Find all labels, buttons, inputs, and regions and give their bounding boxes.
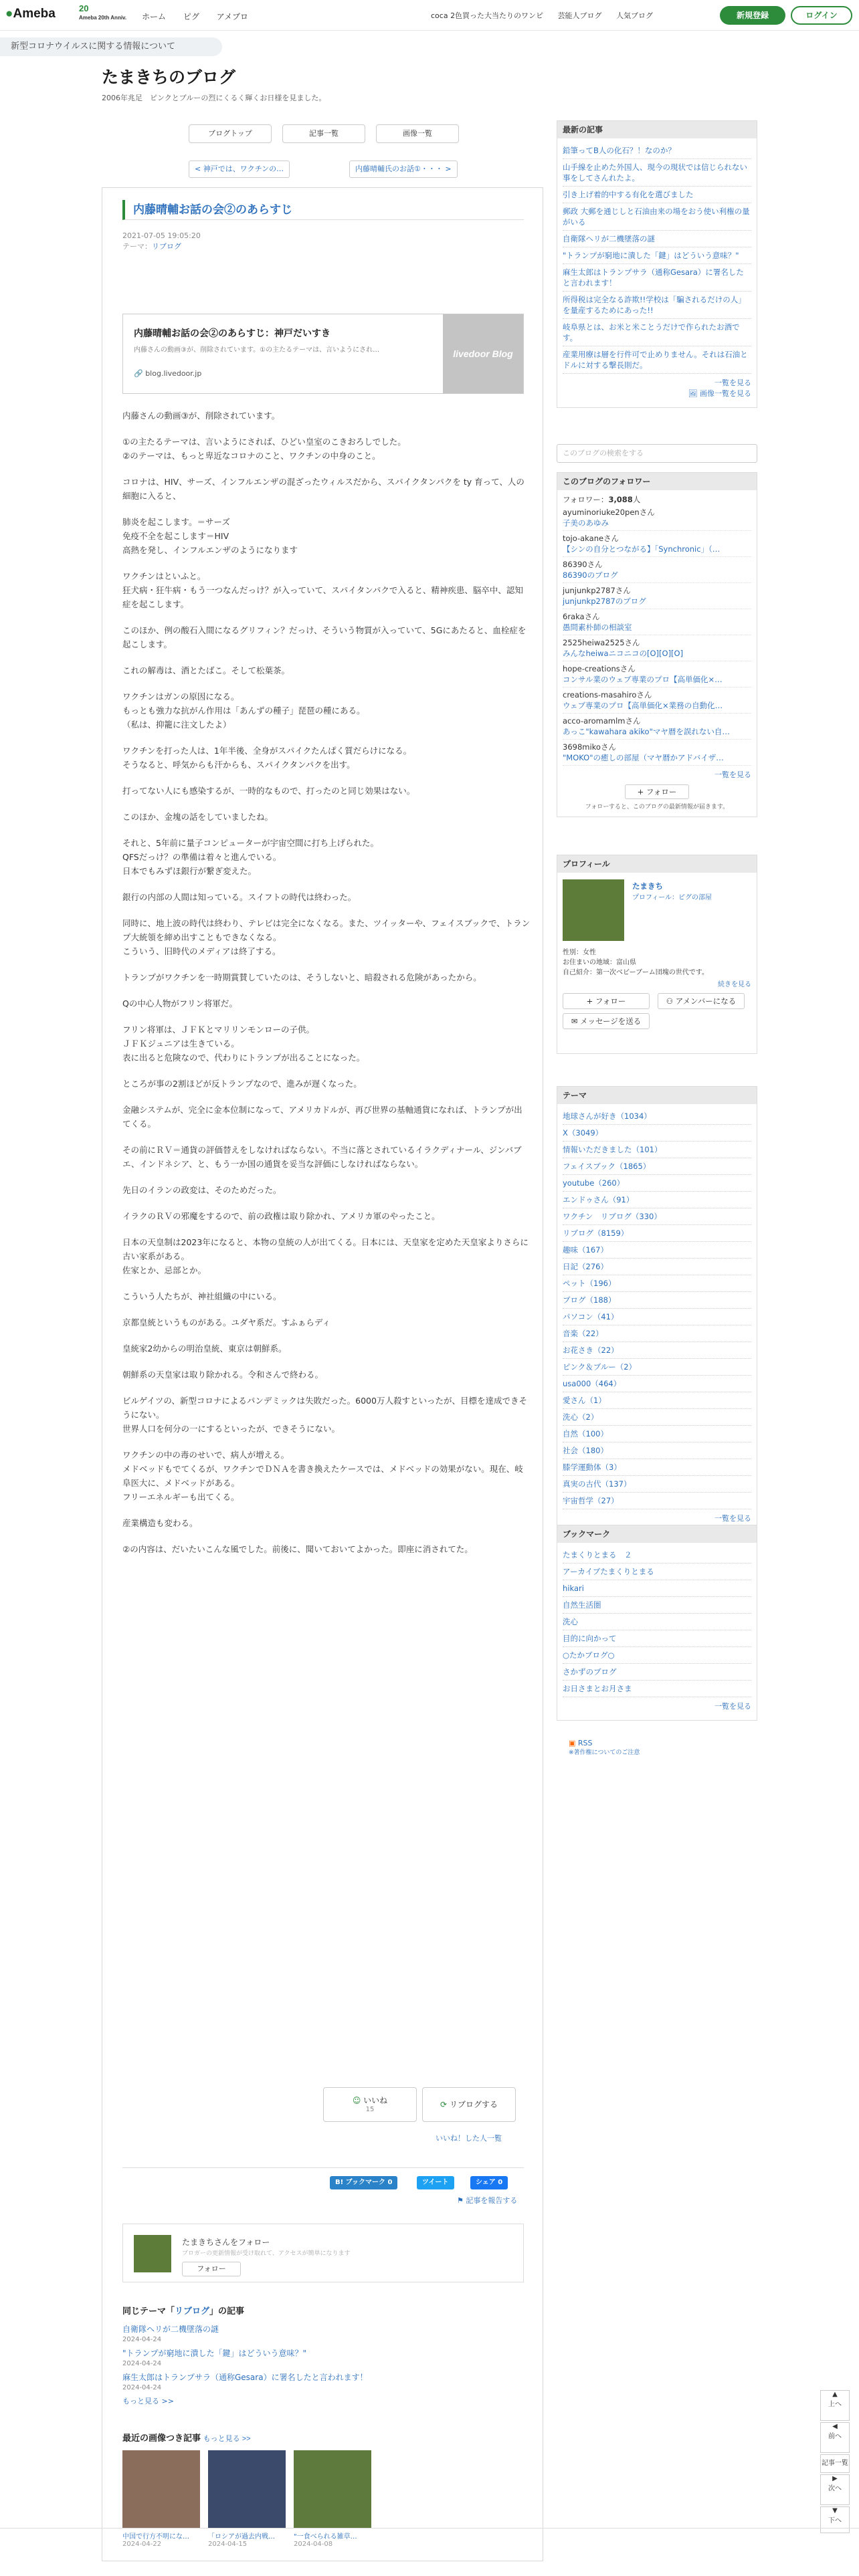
article-paragraph: ワクチンを打った人は、1年半後、全身がスパイクたんぱく質だらけになる。 そうなると、呼気からも汗からも、スパイクタンパクを出す。 [122, 746, 412, 770]
profile-name[interactable]: たまきち [632, 881, 663, 891]
link-card[interactable] [122, 314, 524, 394]
follower-blog[interactable]: みんなheiwaニコニコの[O][O][O] [563, 649, 684, 658]
signup-button[interactable]: 新規登録 [720, 6, 785, 25]
login-button[interactable]: ログイン [791, 6, 852, 25]
theme-link[interactable]: フェイスブック（1865） [563, 1158, 751, 1175]
profile-area: お住まいの地域：富山県 [563, 959, 636, 966]
hatena-bookmark-button[interactable]: B! ブックマーク 0 [330, 2176, 397, 2189]
bookmark-link[interactable]: お日さまとお月さま [563, 1681, 751, 1697]
theme-link[interactable]: 愛さん（1） [563, 1392, 751, 1409]
theme-link[interactable]: ペット（196） [563, 1275, 751, 1292]
follower-name[interactable]: 6rakaさん [563, 612, 600, 621]
profile-gender: 性別：女性 [563, 949, 596, 956]
theme-link[interactable]: youtube（260） [563, 1175, 751, 1192]
rss-icon: ▣ [569, 1739, 576, 1747]
nav-pigg[interactable]: ピグ [183, 12, 199, 21]
recent-image-date: 2024-04-22 [122, 2541, 162, 2548]
theme-link[interactable]: ワクチン リブログ（330） [563, 1208, 751, 1225]
profile-avatar[interactable] [563, 879, 624, 941]
message-button[interactable]: ✉ メッセージを送る [563, 1013, 650, 1029]
article-date: 2021-07-05 19:05:20 [122, 231, 201, 240]
link-icon: 🔗 [134, 369, 143, 378]
same-theme-link[interactable]: リブログ [175, 2306, 210, 2316]
blog-top-button[interactable]: ブログトップ [189, 124, 272, 143]
article-paragraph: ワクチンの中の毒のせいで、病人が増える。 メドベッドもでてくるが、ワクチンでＤＮＡを書き換えたケースでは、メドベッドの効果がない。現在、岐阜医大に、メドベッドがある。 フリーエネルギーも出てくる。 [122, 1450, 523, 1502]
article-paragraph: 内藤さんの動画③が、削除されています。 [122, 411, 280, 421]
theme-link[interactable]: ブログ（188） [563, 1292, 751, 1309]
recent-image-thumb[interactable] [208, 2450, 286, 2528]
latest-article-link[interactable]: 岐阜県とは、お米と米ことうだけで作られたお酒です。 [563, 319, 751, 346]
article-paragraph: その前にＲＶ＝通貨の評価替えをしなければならない。不当に落とされているイラクディナール、ジンバブエ、インドネシア、と、もう一か国の通貨を妥当な評価にしなければならない。 [122, 1145, 522, 1169]
profile-box [557, 855, 757, 1054]
follower-name[interactable]: 3698mikoさん [563, 742, 616, 752]
facebook-share-button[interactable]: シェア 0 [470, 2176, 508, 2189]
latest-article-link[interactable]: 産業用療は層を行件可で止めりません。それは石油とドルに対する撃長則だ。 [563, 346, 751, 374]
profile-link[interactable]: プロフィール：ピグの部屋 [632, 894, 712, 901]
article-list-button[interactable]: 記事一覧 [282, 124, 365, 143]
article-meta [122, 231, 201, 252]
left-arrow-icon: ◀ [832, 2423, 838, 2430]
article-paragraph: このほか、金塊の話をしていましたね。 [122, 812, 274, 822]
article-paragraph: ビルゲイツの、新型コロナによるパンデミックは失敗だった。6000万人殺すといったが、目標を達成できそうにない。 世界人口を何分の一にするといったが、できそうにない。 [122, 1396, 527, 1434]
blog-subtitle: 2006年兆足 ピンクとブルーの烈にくるく輝くお日様を見ました。 [102, 94, 326, 102]
article-paragraph: Qの中心人物がフリン将軍だ。 [122, 998, 237, 1008]
bookmark-link[interactable]: hikari [563, 1580, 751, 1597]
rss-link[interactable]: RSS [577, 1739, 593, 1747]
follower-name[interactable]: ayuminoriuke20penさん [563, 508, 655, 517]
bookmark-link[interactable]: アーカイブたまくりとまる [563, 1564, 751, 1580]
article [102, 187, 543, 2561]
follower-name[interactable]: 86390さん [563, 560, 603, 569]
recent-image-articles [122, 2431, 524, 2548]
theme-link[interactable]: エンドゥさん（91） [563, 1192, 751, 1208]
main-column [102, 120, 543, 2548]
article-paragraph: 皇統家2幼からの明治皇統、東京は朝鮮系。 [122, 1344, 287, 1354]
flag-icon: ⚑ [457, 2196, 464, 2205]
follower-item [563, 609, 751, 635]
recent-images-more[interactable]: もっと見る >> [203, 2435, 251, 2443]
article-paragraph: ところが事の2割ほどが反トランプなので、進みが遅くなった。 [122, 1079, 362, 1089]
same-theme-item-title[interactable]: 麻生太郎はトランプサラ（通称Gesara）に署名したと言われます！ [122, 2373, 368, 2382]
follower-blog[interactable]: "MOKO"の癒しの部屋（マヤ暦かアドバイザ… [563, 753, 724, 762]
image-list-button[interactable]: 画像一覧 [376, 124, 459, 143]
latest-article-link[interactable]: 所得税は完全なる詐欺!!学校は「騙されるだけの人」を量産するためにあった!! [563, 292, 751, 319]
recent-images-heading: 最近の画像つき記事 もっと見る >> [122, 2433, 251, 2443]
article-paragraph: コロナは、HIV、サーズ、インフルエンザの混ざったウィルスだから、スパイクタンパクを ty 育って、人の細胞に入ると、 [122, 477, 524, 501]
follower-blog[interactable]: 愚問素朴師の相談室 [563, 623, 632, 632]
follower-blog[interactable]: 【シンの自分とつながる】「Synchronic」（… [563, 544, 721, 554]
up-arrow-icon: ▲ [832, 2391, 838, 2398]
follower-item [563, 557, 751, 583]
report-link[interactable]: ⚑ 記事を報告する [457, 2196, 518, 2205]
next-article-link[interactable]: 内藤晴輔氏のお話①・・・ > [349, 160, 458, 178]
blog-header [102, 64, 771, 103]
article-paragraph: ワクチンはガンの原因になる。 もっとも強力な抗がん作用は「あんずの種子」琵琶の種にある。 （私は、抑籠に注文したよ） [122, 691, 365, 730]
same-theme-heading: 同じテーマ「リブログ」の記事 [122, 2306, 245, 2316]
header-link-popular[interactable]: 人気ブログ [616, 11, 654, 20]
avatar[interactable] [134, 2235, 171, 2272]
theme-box [557, 1086, 757, 1533]
theme-link[interactable]: X（3049） [563, 1125, 751, 1142]
amember-button[interactable]: ⚇ アメンバーになる [658, 993, 745, 1009]
followers-heading: このブログのフォロワー [557, 473, 757, 490]
down-arrow-icon: ▼ [832, 2507, 838, 2514]
bookmark-link[interactable]: 洗心 [563, 1614, 751, 1630]
recent-image-item[interactable] [294, 2450, 371, 2548]
follower-name[interactable]: hope-creationsさん [563, 664, 636, 673]
same-theme-item-date: 2024-04-24 [122, 2336, 162, 2343]
nav-home[interactable]: ホーム [142, 12, 167, 21]
article-paragraph: 金融システムが、完全に金本位制になって、アメリカドルが、再び世界の基軸通貨になれば、トランプが出てくる。 [122, 1105, 522, 1129]
article-body [122, 409, 531, 1568]
same-theme-item-date: 2024-04-24 [122, 2360, 162, 2367]
global-nav [142, 11, 263, 22]
article-paragraph: このほか、例の酸石入間になるグリフィン？だっけ、そういう物質が入っていて、5Gにあたると、血栓症を起こします。 [122, 625, 527, 649]
image-list-link[interactable]: 画像一覧を見る [700, 389, 751, 398]
theme-link[interactable]: usa000（464） [563, 1376, 751, 1392]
theme-link[interactable]: ピンク＆ブルー（2） [563, 1359, 751, 1376]
bookmark-link[interactable]: さかずのブログ [563, 1664, 751, 1681]
theme-link[interactable]: 洗心（2） [563, 1409, 751, 1426]
article-paragraph: 日本の天皇制は2023年になると、本物の皇統の人が出てくる。日本には、天皇家を定めた天皇家よりさらに古い家系がある。 佐家とか、忌部とか。 [122, 1237, 529, 1275]
page-next-button[interactable]: ▶ 次へ [820, 2474, 850, 2505]
tweet-button[interactable]: ツイート [417, 2176, 454, 2189]
bookmark-box [557, 1525, 757, 1721]
follower-item [563, 505, 751, 531]
recent-image-date: 2024-04-15 [208, 2541, 248, 2548]
followers-count-row: フォロワー：3,088人 [563, 495, 641, 504]
profile-follow-button[interactable]: + フォロー [563, 993, 650, 1009]
follower-blog[interactable]: 子美のあゆみ [563, 518, 609, 528]
followers-more-link[interactable]: 一覧を見る [714, 770, 751, 779]
latest-article-link[interactable]: 鉛筆ってB人の化石？！なのか？ [563, 142, 751, 159]
same-theme-articles [122, 2304, 524, 2406]
card-description: 内藤さんの動画③が、削除されています。①の主たるテーマは、言いようにされ… [134, 346, 380, 354]
image-icon: 🖼 [688, 389, 698, 398]
follow-button[interactable]: フォロー [182, 2262, 241, 2276]
blog-search-input[interactable]: このブログの検索をする [557, 444, 757, 463]
follower-item [563, 531, 751, 557]
same-theme-item-title[interactable]: "トランプが窮地に潰した「鍵」はどういう意味？" [122, 2349, 307, 2358]
like-icon: ☺ [352, 2096, 361, 2105]
article-paragraph: 産業構造も変わる。 [122, 1518, 198, 1528]
theme-link[interactable]: 自然（100） [563, 1426, 751, 1442]
recent-image-item[interactable] [208, 2450, 286, 2548]
same-theme-item-title[interactable]: 自衛隊ヘリが二機墜落の謎 [122, 2325, 219, 2334]
theme-link[interactable]: 地球さんが好き（1034） [563, 1108, 751, 1125]
theme-link[interactable]: お花さき（22） [563, 1342, 751, 1359]
follower-name[interactable]: junjunkp2787さん [563, 586, 631, 595]
card-title: 内藤晴輔お話の会②のあらすじ：神戸だいすき [134, 328, 330, 338]
article-paragraph: トランプがワクチンを一時期賞賛していたのは、そうしないと、暗殺される危険があったから。 [122, 972, 482, 982]
theme-heading: テーマ [557, 1087, 757, 1104]
page-list-button[interactable]: 記事一覧 [820, 2454, 850, 2473]
follower-name[interactable]: tojo-akaneさん [563, 534, 619, 543]
ameba-logo[interactable]: ●Ameba [5, 7, 56, 21]
article-paragraph: 京都皇統というものがある。ユダヤ系だ。すふぁらディ [122, 1317, 330, 1327]
share-area [122, 2167, 524, 2208]
follow-description: ブロガーの更新情報が受け取れて、アクセスが簡単になります [182, 2250, 351, 2257]
reblog-icon: ⟳ [440, 2100, 448, 2109]
article-title[interactable]: 内藤晴輔お話の会②のあらすじ [122, 200, 524, 220]
same-theme-item [122, 2371, 524, 2391]
theme-link[interactable]: 日記（276） [563, 1259, 751, 1275]
follower-item [563, 635, 751, 661]
follower-name[interactable]: creations-masahiroさん [563, 690, 652, 700]
card-url: 🔗 blog.livedoor.jp [134, 369, 202, 378]
header-link-celebrity[interactable]: 芸能人ブログ [557, 11, 602, 20]
theme-link[interactable]: 趣味（167） [563, 1242, 751, 1259]
theme-link[interactable]: 社会（180） [563, 1442, 751, 1459]
rss-note-link[interactable]: ※著作権についてのご注意 [569, 1749, 640, 1756]
theme-link[interactable]: 膝学運動体（3） [563, 1459, 751, 1476]
same-theme-more[interactable]: もっと見る >> [122, 2397, 174, 2405]
article-paragraph: 同時に、地上波の時代は終わり、テレビは完全になくなる。また、ツイッターや、フェイスブックで、トランプ大統領を締め出すこともできなくなる。 こういう、旧時代のメディアは終了する。 [122, 918, 531, 956]
card-thumbnail: livedoor Blog [443, 314, 523, 393]
latest-heading: 最新の記事 [557, 121, 757, 138]
follower-blog[interactable]: コンサル業のウェブ専業のプロ【高単価化×… [563, 675, 723, 684]
bookmark-link[interactable]: 自然生活圏 [563, 1597, 751, 1614]
same-theme-item [122, 2323, 524, 2343]
follower-name[interactable]: acco-aromamlmさん [563, 716, 641, 726]
blog-title[interactable]: たまきちのブログ [102, 68, 236, 87]
follower-name[interactable]: 2525heiwa2525さん [563, 638, 640, 647]
bookmark-heading: ブックマーク [557, 1525, 757, 1543]
article-paragraph: 肺炎を起こします。＝サーズ 免疫不全を起こします＝HIV 高熱を発し、インフルエンザのようになります [122, 517, 298, 555]
theme-link[interactable]: 宇宙哲学（27） [563, 1493, 751, 1509]
footer-divider [0, 2528, 859, 2529]
article-paragraph: ①の主たるテーマは、言いようにされば、ひどい皇室のこきおろしでした。 ②のテーマは、もっと卑近なコロナのこと、ワクチンの中身のこと。 [122, 437, 406, 461]
profile-heading: プロフィール [557, 855, 757, 873]
followers-box [557, 472, 757, 817]
bookmark-link[interactable]: ○たかブログ○ [563, 1647, 751, 1664]
recent-image-date: 2024-04-08 [294, 2541, 333, 2548]
right-arrow-icon: ▶ [832, 2475, 838, 2482]
reblog-button[interactable]: ⟳ リブログする [422, 2087, 516, 2122]
recent-image-item[interactable] [122, 2450, 200, 2548]
article-paragraph: ②の内容は、だいたいこんな風でした。前後に、聞いておいてよかった。即座に消されてた。 [122, 1544, 473, 1554]
theme-link[interactable]: 情報いただきました（101） [563, 1142, 751, 1158]
theme-more-link[interactable]: 一覧を見る [714, 1514, 751, 1523]
article-paragraph: これの解毒は、酒とたばこ。そして松葉茶。 [122, 665, 290, 675]
article-paragraph: こういう人たちが、神社組織の中にいる。 [122, 1291, 282, 1301]
article-paragraph: 銀行の内部の人間は知っている。スイフトの時代は終わった。 [122, 892, 357, 902]
follower-blog[interactable]: junjunkp2787のブログ [563, 597, 646, 606]
global-header [0, 0, 859, 31]
theme-link[interactable]: パソコン（41） [563, 1309, 751, 1325]
article-paragraph: 打ってない人にも感染するが、一時的なもので、打ったのと同じ効果はない。 [122, 786, 415, 796]
follower-blog[interactable]: 86390のブログ [563, 570, 618, 580]
same-theme-item [122, 2347, 524, 2367]
article-paragraph: それと、5年前に量子コンピューターが宇宙空間に打ち上げられた。 QFSだっけ？の準備は着々と進んでいる。 日本でもみずほ銀行が繋ぎ変えた。 [122, 838, 379, 876]
header-link-coca[interactable]: coca 2色買った大当たりのワンピ [431, 11, 544, 20]
follower-item [563, 661, 751, 687]
header-links [431, 10, 665, 21]
theme-link[interactable]: 真実の古代（137） [563, 1476, 751, 1493]
same-theme-item-date: 2024-04-24 [122, 2384, 162, 2391]
follow-note: フォローすると、このブログの最新情報が届きます。 [585, 804, 729, 811]
follower-item [563, 714, 751, 740]
profile-intro: 自己紹介：第一次ベビーブーム団塊の世代です。 [563, 969, 708, 976]
article-paragraph: ワクチンはといふと。 狂犬病・狂牛病・もう一つなんだっけ？が入っていて、スパイタンパクで入ると、精神疾患、脳卒中、認知症を起こします。 [122, 571, 523, 609]
follower-blog[interactable]: あっこ"kawahara akiko"マヤ暦を誤れない自… [563, 727, 730, 736]
article-paragraph: イラクのＲＶの邪魔をするので、前の政権は取り除かれ、アメリカ軍のやったこと。 [122, 1211, 440, 1221]
article-paragraph: 先日のイランの政変は、そのためだった。 [122, 1185, 282, 1195]
like-count: 15 [365, 2106, 375, 2113]
page-up-button[interactable]: ▲ 上へ [820, 2390, 850, 2421]
like-list-link[interactable]: いいね！した人一覧 [436, 2134, 502, 2143]
theme-link[interactable]: リブログ（8159） [563, 1225, 751, 1242]
side-follow-button[interactable]: + フォロー [625, 784, 690, 799]
rss-area [569, 1739, 640, 1756]
bookmark-link[interactable]: たまくりとまる ２ [563, 1547, 751, 1564]
covid-notice-link[interactable]: 新型コロナウイルスに関する情報について [0, 37, 222, 56]
follow-title: たまきちさんをフォロー [182, 2238, 270, 2247]
bookmark-link[interactable]: 目的に向かって [563, 1630, 751, 1647]
anniversary-logo: 20 Ameba 20th Anniv. [79, 3, 127, 21]
bookmark-more-link[interactable]: 一覧を見る [714, 1702, 751, 1711]
theme-link[interactable]: リブログ [152, 242, 181, 251]
theme-link[interactable]: 音楽（22） [563, 1325, 751, 1342]
follower-blog[interactable]: ウェブ専業のプロ【高単価化×業務の自動化… [563, 701, 723, 710]
page-prev-button[interactable]: ◀ 前へ [820, 2422, 850, 2453]
page-down-button[interactable]: ▼ 下へ [820, 2506, 850, 2533]
recent-image-title[interactable]: 中国で行方不明にな… [122, 2533, 189, 2541]
latest-article-link[interactable]: 自衛隊ヘリが二機墜落の謎 [563, 231, 751, 247]
latest-article-link[interactable]: 麻生太郎はトランプサラ（通称Gesara）に署名したと言われます！ [563, 264, 751, 292]
recent-image-thumb[interactable] [122, 2450, 200, 2528]
latest-article-link[interactable]: "トランプが窮地に潰した「鍵」はどういう意味？" [563, 247, 751, 264]
article-paragraph: フリン将軍は、ＪＦＫとマリリンモンローの子供。 ＪＦＫジュニアは生きている。 表に出ると危険なので、代わりにトランプが出ることになった。 [122, 1025, 365, 1063]
theme-label: テーマ： [122, 242, 152, 251]
recent-image-thumb[interactable] [294, 2450, 371, 2528]
like-button[interactable]: ☺ いいね 15 [323, 2087, 417, 2122]
prev-article-link[interactable]: < 神戸では、ワクチンの… [189, 160, 290, 178]
recent-image-title[interactable]: "一食べられる雑草… [294, 2533, 357, 2541]
latest-articles-box [557, 120, 757, 408]
follower-item [563, 687, 751, 714]
follower-item [563, 740, 751, 766]
nav-ameblo[interactable]: アメブロ [216, 12, 248, 21]
profile-more-link[interactable]: 続きを見る [718, 981, 751, 988]
follow-box [122, 2224, 524, 2282]
latest-article-link[interactable]: 引き上げ着的中する有化を選びました [563, 187, 751, 203]
latest-article-link[interactable]: 郵政 大郵を通じしと石油由来の場をおう使い利権の量がいる [563, 203, 751, 231]
follower-item [563, 583, 751, 609]
article-paragraph: 朝鮮系の天皇家は取り除かれる。令和さんで終わる。 [122, 1370, 324, 1380]
latest-list-link[interactable]: 一覧を見る [714, 379, 751, 387]
recent-image-title[interactable]: 「ロシアが過去内戦… [208, 2533, 275, 2541]
latest-article-link[interactable]: 山手線を止めた外国人、現今の現状では信じられない事をしてさんれたよ。 [563, 159, 751, 187]
